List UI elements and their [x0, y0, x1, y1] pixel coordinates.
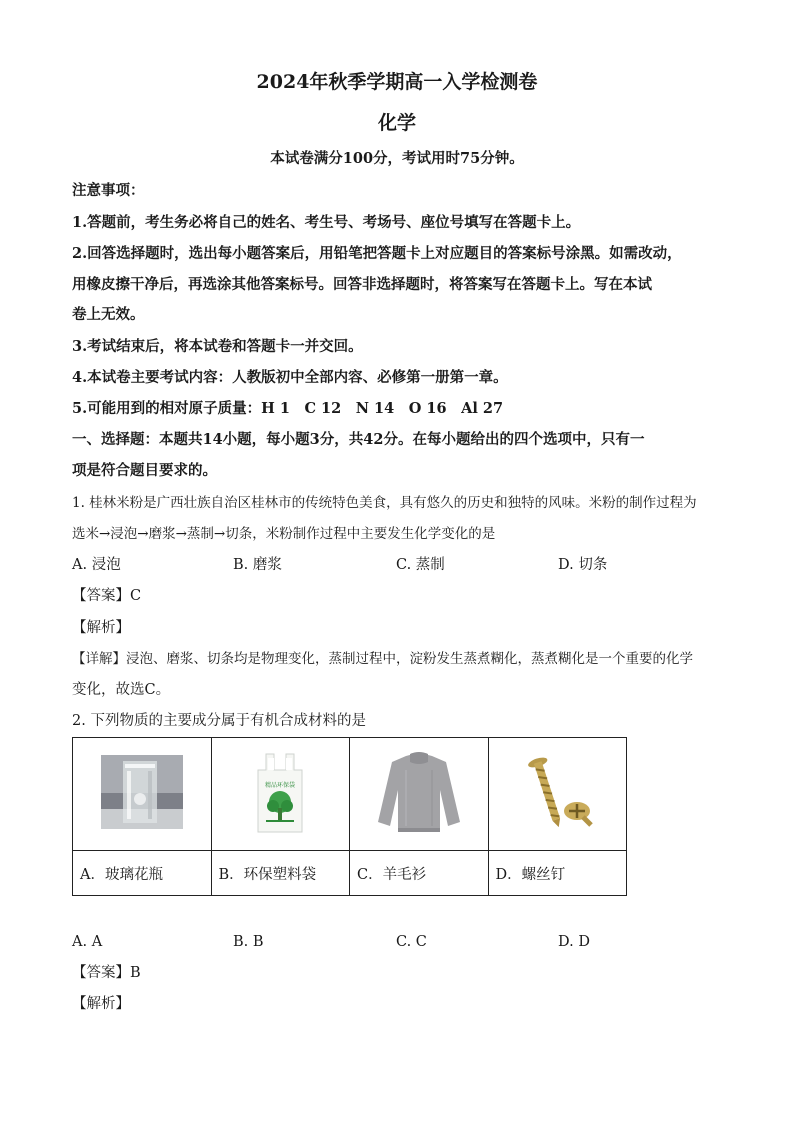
q2-cell-a-image: [73, 738, 212, 851]
note-item-5: 5.可能用到的相对原子质量：H 1 C 12 N 14 O 16 Al 27: [72, 400, 504, 417]
glass-vase-image: [101, 755, 183, 829]
q1-option-d: D. 切条: [558, 557, 608, 573]
q1-stem-line-2: 选米→浸泡→磨浆→蒸制→切条，米粉制作过程中主要发生化学变化的是: [72, 526, 496, 542]
q1-analysis-label: 【解析】: [72, 620, 130, 636]
q2-answer: 【答案】B: [72, 965, 141, 981]
subject-title: 化学: [377, 112, 416, 134]
note-item-2-line-3: 卷上无效。: [72, 306, 145, 323]
note-item-2-line-1: 2.回答选择题时，选出每小题答案后，用铅笔把答题卡上对应题目的答案标号涂黑。如需改动，: [72, 245, 682, 262]
q2-option-b: B. B: [233, 934, 264, 950]
note-item-3: 3.考试结束后，将本试卷和答题卡一并交回。: [72, 338, 363, 355]
q2-image-table: [72, 737, 627, 896]
q1-detail-line-2: 变化，故选C。: [72, 682, 171, 698]
q2-cell-c-image: [350, 738, 489, 851]
q1-option-a: A. 浸泡: [72, 557, 121, 573]
q2-option-c: C. C: [396, 934, 427, 950]
exam-title: 2024年秋季学期高一入学检测卷: [256, 71, 538, 93]
section-heading-line-1: 一、选择题：本题共14小题，每小题3分，共42分。在每小题给出的四个选项中，只有一: [72, 431, 645, 448]
q2-label-b: B．环保塑料袋: [211, 851, 350, 896]
note-item-1: 1.答题前，考生务必将自己的姓名、考生号、考场号、座位号填写在答题卡上。: [72, 214, 581, 231]
q1-option-b: B. 磨浆: [233, 557, 282, 573]
q2-cell-b-image: [211, 738, 350, 851]
q1-option-c: C. 蒸制: [396, 557, 445, 573]
q1-answer: 【答案】C: [72, 588, 142, 604]
q1-detail-line-1: 【详解】浸泡、磨浆、切条均是物理变化，蒸制过程中，淀粉发生蒸煮糊化，蒸煮糊化是一个重要的化学: [72, 651, 693, 667]
q2-option-d: D. D: [558, 934, 590, 950]
notes-heading: 注意事项：: [72, 182, 145, 199]
sweater-image: [376, 750, 462, 834]
q2-stem: 2. 下列物质的主要成分属于有机合成材料的是: [72, 713, 366, 729]
q2-label-d: D．螺丝钉: [488, 851, 627, 896]
q2-cell-d-image: [488, 738, 627, 851]
screw-image: [517, 753, 597, 831]
section-heading-line-2: 项是符合题目要求的。: [72, 462, 217, 479]
plastic-bag-image: [254, 750, 306, 834]
q2-label-a: A．玻璃花瓶: [73, 851, 212, 896]
note-item-2-line-2: 用橡皮擦干净后，再选涂其他答案标号。回答非选择题时，将答案写在答题卡上。写在本试: [72, 276, 652, 293]
bag-logo-text: 精品环保袋: [265, 782, 296, 789]
q2-analysis-label: 【解析】: [72, 996, 130, 1012]
exam-info: 本试卷满分100分，考试用时75分钟。: [270, 150, 524, 167]
note-item-4: 4.本试卷主要考试内容：人教版初中全部内容、必修第一册第一章。: [72, 369, 508, 386]
q2-label-c: C．羊毛衫: [350, 851, 489, 896]
q2-option-a: A. A: [72, 934, 103, 950]
q1-stem-line-1: 1. 桂林米粉是广西壮族自治区桂林市的传统特色美食，具有悠久的历史和独特的风味。米粉的制作过程为: [72, 495, 697, 511]
